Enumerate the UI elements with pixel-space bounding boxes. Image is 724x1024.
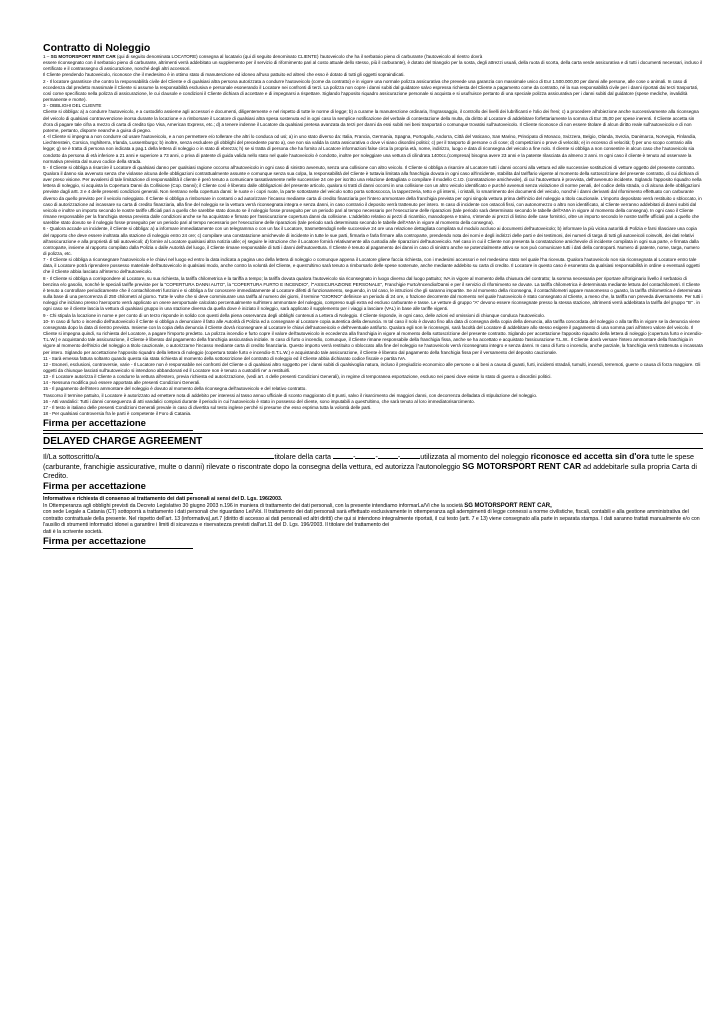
contract-paragraph: 10- In caso di furto o incendio dell'autoveicolo il Cliente si obbliga a denunciare il fatto alle Autorità di Polizia ed a consegnare al Locatore copia autentica della denuncia. In tal caso il nolo è dovuto fino alla data di consegna della copia della denuncia, alla tariffa concordata del noleggio o alla tariffa in vigore se la denuncia viene consegnata dopo la data di rientro prevista. Insieme con la copia della denuncia il Cliente dovrà riconsegnare al Locatore le chiavi dell'autoveicolo e dell'eventuale antifurto. Qualora egli non le riconsegni, sarà facoltà del Locatore di addebitare allo stesso esigere il pagamento di una somma pari all'intero valore del veicolo. Il Cliente si impegna quindi, su richiesta del Locatore, a pagare l'importo predetto. La polizza incendio e furto copre il valore dell'autoveicolo in eccedenza alla franchigia in vigore al momento della sottoscrizione del presente contratto. Siglando per accettazione l'apposito riquadro della lettera di noleggio (copertura furto e incendio-T.L.W.) e acquistando tale assicurazione, il Cliente è liberato dal pagamento della franchigia assicurativa iniziale. In caso di furto o incendio, comunque, il Cliente rimane responsabile della franchigia fissa, anche se ha accettato e acquistato l'assicurazione T.L.W.. Il Cliente dovrà versare l'intero ammontare della franchigia in vigore al momento dell'inizio del noleggio a titolo cauzionale, o autorizzarne l'incasso mediante carta di credito finanziaria. Questo importo verrà restituito o sbloccato alla fine del noleggio se l'autoveicolo verrà riconsegnato integro e senza danni. In caso di furto o incendio, anche parziale, la franchigia verrà trattenuta o incassata per intero. Siglando per accettazione l'apposito riquadro della lettera di noleggio (copertura totale furto e incendio-S.T.L.W.) e acquistando tale assicurazione, il Cliente è liberato dal pagamento della franchigia fissa per il versamento del deposito cauzionale. [43, 318, 703, 355]
delayed-charge-title: DELAYED CHARGE AGREEMENT [43, 436, 203, 448]
contract-signature-line[interactable] [43, 430, 193, 431]
section-divider [43, 433, 703, 434]
name-blank-field[interactable] [99, 451, 274, 459]
card-number-blank-1[interactable] [333, 451, 356, 462]
delayed-text-5: ad addebitarle sulla propria Carta di Credito. [43, 461, 697, 481]
delayed-company-name: SG MOTORSPORT RENT CAR [462, 460, 582, 471]
privacy-signature-label: Firma per accettazione [43, 536, 146, 548]
delayed-text-3: utilizzata al momento del noleggio [420, 452, 529, 462]
section-divider [43, 448, 703, 449]
contract-paragraph: 2 - Il locatore garantisce che contro la responsabilità civile del Cliente e di qualsiasi altra persona autorizzata a condurre l'autoveicolo (come da contratto) e in vigore una normale polizza assicurativa che prevede una garanzia con massimale unico di Eur 1.500.000,00 per danni alle persone, alle cose o animali. In caso di eccedenza dal predetto massimale il Cliente si assume la responsabilità esclusiva e personale esonerando il Locatore nei confronti di terzi. La polizza non copre i danni subiti dal guidatore salvo espressa richiesta del Cliente a pagamento come da contratto, né la sua responsabilità civile per i danni riportati dai terzi trasportati, così come specificato nella polizza di assicurazione, le cui clausole e condizioni il Cliente dichiara di accettare e di impegnarsi a rispettare. Siglando l'apposito riquadro assicurazione personale si acquista e si usufruisce pertanto di una speciale polizza assicurativa per i danni subiti dal guidatore (spese mediche, invalidità permanente e morte). [43, 78, 699, 103]
privacy-paragraph-3: dati è la scrivente società. [43, 528, 103, 535]
delayed-charge-text [43, 451, 703, 480]
delayed-signature-line[interactable] [43, 493, 193, 494]
contract-paragraph: Cliente si obbliga: a) a condurre l'autoveicolo, e a custodirlo assieme agli accessori e documenti, diligentemente e nel rispetto di tutte le norme di legge; b) a curarne la manutenzione ordinaria, l'ingrassaggio, il controllo dei livelli dei lubrificanti e l'olio dei freni; c) a procedere all'obiezione anche successivamente alla riconsegna del veicolo di qualsiasi contravvenzione inorsa durante la locazione e a rimborsare il Locatore di qualsiasi altra spesa sostenuta ed in ogni caso la semplice notificazione del verbale di contestazione della multa, da diritto al Locatore di addebitare forfettariamente la somma di Eur 35,00 per spese inerenti. Il Cliente accetta sin d'ora di pagare tale cifra a mezzo di carta di credito tipo Visa, American Express, etc.; d) a tenere indenne il Locatore da qualsiasi pretesa avanzata da terzi per danni da essi subiti nei beni trasportati o comunque trovatisi sull'autoveicolo. Il Cliente riconosce di non essere titolare di alcun diritto reale sull'autoveicolo e di non poterne, pertanto, disporre neanche a guisa di pegno. [43, 109, 699, 133]
contract-paragraph: 15 - Il pagamento dell'intero ammontare del noleggio è dovuto al momento della riconsegna dell'autoveicolo e del relativo contratto. [43, 386, 307, 392]
contract-paragraph: Trascorso il termine pattuito, il Locatore è autorizzato ad emettere nota di addebito per interessi al tasso annuo ufficiale di sconto maggiorato di 8 punti, salvo il risarcimento dei maggiori danni, con decorrenza delladata di stipulazione del noleggio. [43, 392, 538, 398]
delayed-text-2: titolare della carta [274, 452, 332, 462]
card-dash: - [353, 452, 356, 462]
contract-paragraph: 13 - Il Locatore autorizza il Cliente a condurre la vettura all'estero, previa richiesta ed autorizzazione, (vedi art. 4 delle presenti Condizioni Generali), in regime di temporanea esportazione, escluso nei paesi dove esiste lo stato di guerra o disordini politici. [43, 374, 552, 380]
card-dash: - [397, 452, 401, 462]
contract-title: Contratto di Noleggio [43, 42, 151, 54]
privacy-company-name: SG MOTORSPORT RENT CAR [464, 502, 551, 509]
contract-paragraph: 7 - Il Cliente si obbliga a riconsegnare l'autoveicolo e le chiavi nel luogo ed entro la data indicata a pagina uno della lettera di noleggio o comunque appena il Locatore gliene faccia richiesta, con i medesimi accessori e nel medesimo stato nel quale l'ha ricevuta. Qualora l'autoveicolo non sia riconsegnata al Locatore entro tale data, il Locatore potrà riprendere possesso materiale dell'autoveicolo in qualsiasi modo, anche contro la volontà del Cliente, e quest'ultimo sarà tenuto a rimborsarlo delle spese sostenute, anche mediante addebito su carta di credito. Il Locatore in questo caso è esonerato da qualsiasi responsabilità in ordine o eventuali oggetti che il Cliente abbia lasciato all'interno dell'autoveicolo. [43, 257, 700, 275]
contract-paragraph: 17 - Il testo in italiano delle presenti Condizioni Generali prevale in caso di divertita sul testo inglese perché si presume che esso esprima tutta la volontà delle parti. [43, 404, 372, 410]
contract-paragraph: 6 - Qualora accade un incidente, il Cliente si obbliga: a) a informare immediatamente con un telegramma o con un fax il Locatore, trasmettendogli nelle successive 24 ore una relazione dettagliata compilata sul modulo accluso ai documenti dell'autoveicolo; b) informare la più vicina autorità di Polizia e farsi rilasciare una copia del rapporto che deve essere inoltrata alla stazione di noleggio entro 24 ore; c) compilare una constatazione amichevole di incidente in tutte le sue parti, firmarla e farla firmare alla controparte, prendendo nota dei nomi e degli indirizzi delle parti e dei testimoni, dei numeri di targa di tutti gli autoveicoli coinvolti, dei dati relativi all'assicurazione e alla proprietà di tali autoveicoli; d) fornire al Locatore qualsiasi altra notizia utile; e) seguire le istruzione che il Locatore fornirà relativamente alla custodia alle riparazioni dell'autoveicolo. Nel caso in cui il Cliente non presenta la constatazione amichevole di incidente compilata in ogni sua parte, e firmata dalla controparte, insieme al rapporto compilato dalla Polizia o dalle Autorità del luogo, il Cliente rimane responsabile di tutti i danni dell'autovettura. Il Cliente è tenuto al pagamento dei danni in caso di sinistro anche se potenzialmente attivo se non può comunicare tutti i dati della controparti. Numero di patente, nome, targa, numero di polizza, etc. [43, 226, 700, 256]
contract-paragraph: essere riconsegnato con il serbatoio pieno di carburante, altrimenti verrà addebitato un supplemento per il servizio di rifornimento pari al costo attuale dello stesso, più il carburante), è dotato del triangolo per la sosta, degli attrezzi usuali, della ruota di scorta, della carta verde assicurativa e di tutti i documenti necessari, incluso il certificato e il contrassegno di assicurazione, nonché degli altri accessori. [43, 60, 702, 72]
privacy-title: Informativa e richiesta di consenso al trattamento dei dati personali ai sensi del D. Lgs. 196/2003. [43, 496, 283, 503]
contract-paragraph: 14 - Nessuna modifica può essere apportata alle presenti Condizioni Generali. [43, 380, 201, 386]
delayed-text-4: tutte le spese (carburante, franchigie assicurative, multe o danni) rilevate o riscontrate dopo la consegna della vettura, ed autorizza l'autonoleggio [43, 452, 694, 471]
contract-body [43, 54, 703, 417]
privacy-signature-line[interactable] [43, 548, 193, 549]
privacy-text-1a: In Ottemperanza agli obblighi previsti da Decreto Legislativo 30 giugno 2003 n.196 in maniera di trattamento dei dati personali, con la presente intendiamo informarLa/Vi che la società [43, 502, 465, 509]
contract-paragraph: 11 - Sarà emessa fattura soltanto quando questa sia stata richiesta al momento della sottoscrizione del contratto di noleggio ed il Cliente abbia dichiarato codice fiscale e partita IVA. [43, 355, 407, 361]
contract-paragraph: 8 - Il Cliente si obbliga a corrispondere al Locatore, su sua richiesta, la tariffa chilometrica e la tariffa a tempo; la tariffa dovuta qualora l'autoveicolo sia riconsegnato in luogo diverso dal luogo pattuito; IVA in vigore al momento della chiusura del contratto; la somma necessaria per riportare all'originario livello il serbatoio di benzina e/o gasolio, nonché le speciali tariffe previste per la "COPERTURA DANNI AUTO", la "COPERTURA FURTO E INCENDIO", l'"ASSICURAZIONE PERSONALE", Franchigie Furto/Incendio/Danni e per il servizio di rifornimento se dovute. La tariffa chilometrica è determinata mediante lettura del contachilometri. Il Cliente è tenuto a controllare periodicamente che il contachilometri funzioni e si obbliga a far conoscere immediatamente al Locatore difetti di funzionamento, seguendo, in tal caso, le istruzioni che gli saranno impartite. Se al momento della riconsegna, il contachilometri appare manomesso o guasto, la tariffa chilometrica è determinata sulla base di una percorrenza di 250 chilometri al giorno. Tutte le volte che si deve commisurare una tariffa al numero dei giorni, il termine "GIORNO" definisce un periodo di 24 ore, o frazione decorrente dal momento nel quale l'autoveicolo è stato consegnato al Cliente, a meno che, la tariffa non preveda diversamente. Per tutti i noleggi che iniziano presso l'aeroporto verrà applicato un onere aeroportuale calcolato percentualmente sull'intero ammontare del noleggio, compreso sugli extra ed escluso carburante e tasse. Le vetture di gruppo "A" devono essere riconsegnate presso la stessa stazione, altrimenti verrà addebitata la tariffa del gruppo "B" . in ogni caso se il cliente lascia la vettura di qualsiasi gruppo in una stazione diversa da quella dove è iniziato il noleggio, sarà applicato il supplemento per i viaggi a lasciare (VAL) in base alle tariffe vigenti. [43, 275, 703, 312]
delayed-signature-label: Firma per accettazione [43, 481, 146, 493]
intro-prefix: 1 – [43, 54, 51, 59]
card-dash: - [375, 452, 378, 462]
card-number-blank-2[interactable] [353, 451, 378, 462]
contract-paragraph: 12 - Esoneri, esclusioni, controversie, varie - Il Locatore non è responsabile nei confronti del Cliente o di qualsiasi altro soggetto per i danni subiti di qualsivoglia natura, incluso il pregiudizio economico alle persone o ai beni a causa di guasti, furti, incidenti stradali, tumulti, incendi, terremoti, guerre o causa di forza maggiore. Gli oggetti da chiunque lasciati sull'autoveicolo si intendono abbandonati ed il Locatore non è tenuto a custodirli ne' a restituirli. [43, 361, 701, 373]
contract-paragraph: 18 - Per qualsiasi controversia fra le parti è competente il Foro di Catania. [43, 411, 192, 417]
contract-paragraph: 5 - Il Cliente si obbliga a risarcire il Locatore di qualsiasi danno per qualsiasi ragione occorso all'autoveicolo in ogni caso di sinistro avvenuto, senza una collisione con altro veicolo. Il Cliente si obbliga a risarcire al Locatore tutti i danni occorsi alla vettura ed alle successive sostituzioni di vetture oggetto del presente contratto. Qualora il danno sia avvenuto senza che violasse alcuna delle obbligazioni contrattualmente assunte e comunque senza sua colpa, la responsabilità del Cliente è tuttavia limitata alla franchigia dovuta in ogni caso all'incidente, stabilita dal tariffario vigente al momento della sottoscrizione del presente contratto, di cui dichiara di aver preso visione. Per avvalersi di tale limitazione di responsabilità il cliente è però tenuto a comunicare tassativamente nelle successive 24 ore per iscritto una relazione dettagliata o compilare il modello C.I.D. (constatazione amichevole), di cui l'autovettura è provvista, dell'avvenuto incidente. Siglando l'apposito riquadro nella lettera di noleggio, si acquista la Copertura Danni da Collisione (Cop. Danni); il Cliente così è liberato dalle obbligazioni del presente articolo, qualora si tratti di danni occorsi in una collisione con un altro veicolo identificato e purché avvenuti senza violazione di norme penali, del codice della strada, o di alcuna delle obbligazioni previste dagli artt. 3 e 4 delle presenti condizioni generali. Non rientrano nella copertura danni: le ruote e i copri ruote, la parte sottostante del veicolo sotto porta sottoscocca, la tappezzeria, tetto e gli interni, i cristalli, lo smarrimento dei documenti del veicolo, nonché i danni derivanti dal rifornimento effettuato con carburante diverso da quello previsto per il veicolo noleggiato. Il Cliente si obbliga a rimborsare in contanti o ad autorizzare l'incasso mediante carta di credito finanziaria per l'intero ammontare della franchigia prevista per ogni singola vettura prima dell'inizio del noleggio a titolo cauzionale. L'importo depositato verrà restituito o sbloccato, in caso di autorizzazione ad incassare su carta di credito finanziaria, alla fine del noleggio se la vettura verrà riconsegnata integra e senza danni, in caso contrario il deposito verrà trattenuto per intero. In caso di incidente con ostacoli fissi, con autonomezzo o altro non identificato, al Cliente verranno addebitati di danni subiti dal veicolo e inoltre un importo secondo le nostre tariffe ufficiali pari a quello che sarebbe stato dovuto se il noleggio fosse proseguito per un periodo pari al tempo necessario per l'esecuzione delle riparazioni (tale periodo sarà determinato secondo le tabelle dell'ANIA in vigore al momento della consegna). In ogni caso il Cliente rimane responsabile per la franchigia stessa prevista dalle condizioni anche se ha acquistato e firmato per l'assicurazione copertura danni da collisione. L'addebito relativo ai pezzi di ricambio, manodopera e traino, s'intende ai prezzi di listino delle case fornitrici, oltre un importo secondo le nostre tariffe ufficiali pari a quello che sarebbe stato dovuto se il noleggio fosse proseguito per un periodo pari al tempo necessario per l'esecuzione delle riparazioni (tale periodo sarà determinato secondo le tabelle dell'ANIA in vigore al momento della consegna). [43, 164, 702, 226]
contract-paragraph: 4 -Il Cliente si impegna a non condurre od usare l'autoveicolo, e a non permettere e/o tollerare che altri lo conduca od usi; a) in uno stato diverso da: Italia, Francia, Germania, Spagna, Portogallo, Andorra, Città del Vaticano, San Marino, Principato di Monaco, Svizzera, Belgio, Olanda, Svezia, Danimarca, Norvegia, Finlandia, Liechtenstein, Corsica, Inghilterra, Irlanda, Lussemburgo; b) inoltre, senza escludere gli obblighi del precedente punto a), ove non sia valida la carta assicurativa o dove vi siano disordini politici; c) per il trasporto di persone o di cose; d) competizioni o prove di velocità; e) in eccesso di velocità; f) per uno scopo contrario alla legge; g) se è tratta di persona non indicata a pag.1 della lettera di noleggio o in stato di ebrezza; h) se si tratta di persona che ha fornito al Locatore informazioni false circa la propria età, nome, indirizzo, luogo e data di riconsegna del veicolo a fine nolo. Il cliente si obbliga a non consentire in alcun caso che l'autoveicolo sia condotto da persona di età inferiore a 21 anni e superiore a 73 anni, o priva di patente di guida valida nello stato nel quale l'autoveicolo è condotto, inoltre per noleggiare una vettura di cilindrata 1400cc.(compresa) bisogna avere 23 anni e la patente rilasciata da almeno 3 anni. In ogni caso il cliente è tenuto ad osservare la normativa prevista dal nuovo codice della strada. [43, 134, 697, 164]
intro-text: (qui di seguito denominata LOCATORE) consegna al locatario (qui di seguito denominato CLIENTE) l'autoveicolo che ha il serbatoio pieno di carburante (l'autoveicolo al rientro dovrà [115, 54, 483, 59]
contract-signature-label: Firma per accettazione [43, 418, 146, 430]
privacy-comma: , [550, 502, 552, 509]
contract-paragraph: 3 - OBBLIGHI DEL CLIENTE [43, 103, 102, 109]
delayed-bold-accept: riconosce ed accetta sin d'ora [530, 451, 650, 462]
company-name: SG MOTORSPORT RENT CAR [50, 54, 116, 59]
contract-paragraph: 9 - Chi stipula la locazione in nome e per conto di un terzo risponde in solido con questi della piena osservanza degli obblighi contenuti a Lettera di Noleggio. Il Cliente risponde, in ogni caso, delle azioni ed omissioni di chiunque conduca l'autoveicolo. [43, 312, 546, 318]
contract-document [43, 42, 703, 551]
card-number-blank-4[interactable] [397, 451, 420, 462]
privacy-paragraph-2: con sede Legale a Catania (CT) sottoporrà a trattamento i dati personali che riguardano Lei/Voi. Il trattamento dei dati personali sarà effettuato esclusivamente in ottemperanza agli adempimenti di legge connessi a norme civilistiche, fiscali, contabili e alla gestione amministrativa del contratto contrattuale della presente. Nel rispetto dell'art. 13 (informativa),art.7 (diritto di accesso ai dati personali ed altri diritti) che qui si intendono integralmente riportati, il cui testo (artt. 7 e 13) viene consegnato alla parte in separata stampa. I dati saranno trattati manualmente e/o con l'ausilio di strumenti informatici idonei a garantire i limiti di sicurezza e riservatezza previsti dall'art.11 del D. Lgs. 196/2003. Il titolare del trattamento dei [43, 509, 700, 529]
card-number-blank-3[interactable] [378, 451, 401, 462]
delayed-text-1: Il/La sottoscritto/a [43, 452, 100, 462]
contract-paragraph: 16 - Atti vandalici: Tutti i danni conseguenza di atti vandalici compiuti durante il periodo in cui l'autoveicolo è stato in possesso del cliente, sono imputabili a quest'ultimo, che sarà tenuto al loro immediatorisarcimento. [43, 398, 475, 404]
contract-paragraph: Il Cliente prendendo l'autoveicolo, riconosce che il medesimo è in ottimo stato di manutenzione ed idoneo all'uso pattuito ed altresì che esso è dotato di tutti gli oggetti sopraindicati. [43, 72, 405, 78]
